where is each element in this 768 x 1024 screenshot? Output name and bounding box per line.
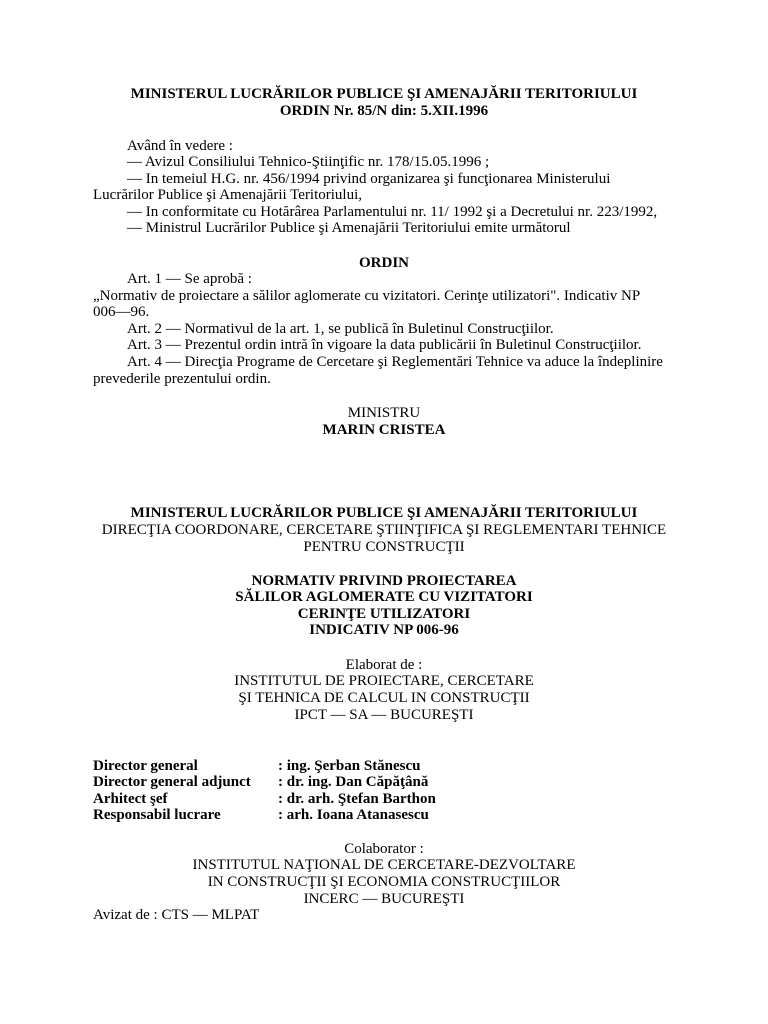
minister-label: MINISTRU [347, 405, 421, 421]
staff-name: : dr. ing. Dan Căpăţână [278, 774, 429, 790]
staff-name: : ing. Şerban Stănescu [278, 758, 421, 774]
minister-name: MARIN CRISTEA [322, 422, 446, 438]
staff-role: Arhitect şef [93, 791, 168, 807]
elaborated-by-line: IPCT — SA — BUCUREŞTI [294, 707, 474, 723]
order-ministry-heading: MINISTERUL LUCRĂRILOR PUBLICE ŞI AMENAJĂRII TERITORIULUI [130, 86, 638, 102]
staff-name: : arh. Ioana Atanasescu [278, 807, 429, 823]
directorate-line: DIRECŢIA COORDONARE, CERCETARE ŞTIINŢIFICA ŞI REGLEMENTARI TEHNICE [101, 522, 667, 538]
article-4: Art. 4 — Direcţia Programe de Cercetare şi Reglementări Tehnice va aduce la îndeplinire [127, 354, 663, 370]
whereas-item: — Avizul Consiliului Tehnico-Ştiinţific nr. 178/15.05.1996 ; [127, 154, 490, 170]
staff-role: Responsabil lucrare [93, 807, 221, 823]
collaborator-line: IN CONSTRUCŢII ŞI ECONOMIA CONSTRUCŢIILOR [207, 874, 561, 890]
normative-title-line: NORMATIV PRIVIND PROIECTAREA [251, 573, 517, 589]
collaborator-line: INCERC — BUCUREŞTI [303, 891, 465, 907]
ordin-heading: ORDIN [358, 255, 409, 271]
article-4-end: prevederile prezentului ordin. [93, 371, 271, 387]
collaborator-label: Colaborator : [344, 841, 424, 857]
normative-title-line: CERINŢE UTILIZATORI [297, 606, 471, 622]
normative-title-line: SĂLILOR AGLOMERATE CU VIZITATORI [235, 589, 533, 605]
elaborated-by-line: INSTITUTUL DE PROIECTARE, CERCETARE [234, 673, 534, 689]
approved-by: Avizat de : CTS — MLPAT [93, 907, 260, 923]
article-1-text: „Normativ de proiectare a sălilor aglomerate cu vizitatori. Cerinţe utilizatori". Indicativ NP [93, 288, 641, 304]
normative-ministry-heading: MINISTERUL LUCRĂRILOR PUBLICE ŞI AMENAJĂRII TERITORIULUI [130, 505, 638, 521]
order-number: ORDIN Nr. 85/N din: 5.XII.1996 [279, 103, 489, 119]
whereas-heading: Având în vedere : [127, 138, 233, 154]
staff-role: Director general [93, 758, 198, 774]
whereas-item: — Ministrul Lucrărilor Publice şi Amenajării Teritoriului emite următorul [127, 220, 571, 236]
normative-indicative: INDICATIV NP 006-96 [309, 622, 459, 638]
staff-role: Director general adjunct [93, 774, 251, 790]
article-1-text-end: 006—96. [93, 304, 150, 320]
elaborated-by-line: ŞI TEHNICA DE CALCUL IN CONSTRUCŢII [238, 690, 530, 706]
whereas-item: — In conformitate cu Hotărârea Parlamentului nr. 11/ 1992 şi a Decretului nr. 223/1992, [127, 204, 658, 220]
elaborated-by-label: Elaborat de : [345, 657, 423, 673]
staff-name: : dr. arh. Ştefan Barthon [278, 791, 436, 807]
whereas-item: — In temeiul H.G. nr. 456/1994 privind organizarea şi funcţionarea Ministerului [127, 171, 611, 187]
article-1: Art. 1 — Se aprobă : [127, 271, 252, 287]
directorate-line: PENTRU CONSTRUCŢII [303, 539, 465, 555]
whereas-item-continuation: Lucrărilor Publice şi Amenajării Teritoriului, [93, 187, 363, 203]
article-2: Art. 2 — Normativul de la art. 1, se publică în Buletinul Construcţiilor. [127, 321, 554, 337]
collaborator-line: INSTITUTUL NAŢIONAL DE CERCETARE-DEZVOLTARE [192, 857, 576, 873]
article-3: Art. 3 — Prezentul ordin intră în vigoare la data publicării în Buletinul Construcţiilor. [127, 337, 642, 353]
